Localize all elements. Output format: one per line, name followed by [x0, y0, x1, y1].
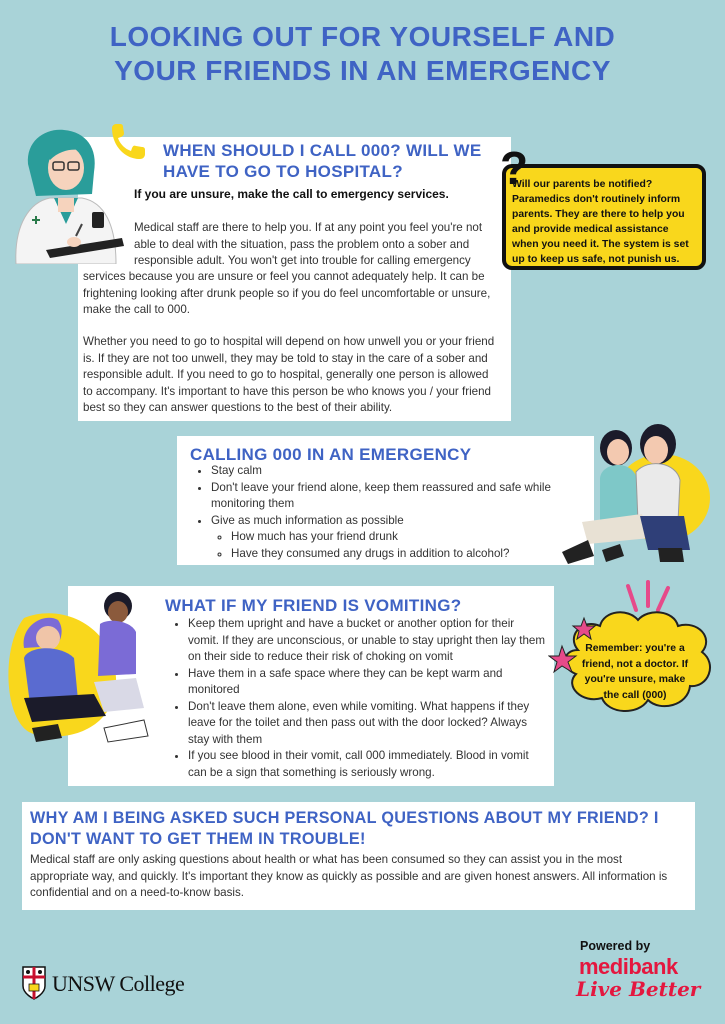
questions-heading-line1: WHY AM I BEING ASKED SUCH PERSONAL QUESTIONS ABOUT MY FRIEND? I	[30, 809, 659, 827]
svg-text:?: ?	[500, 142, 529, 192]
page-title-line2: YOUR FRIENDS IN AN EMERGENCY	[114, 55, 611, 86]
sub-list-item: ◦ Have they consumed any drugs in addition to alcohol?	[231, 546, 583, 563]
questions-line: confidential and on a need-to-know basis.	[30, 886, 244, 899]
calling-section-heading: CALLING 000 IN AN EMERGENCY	[190, 445, 472, 464]
parents-bubble-line: when you need it. The system is set	[512, 239, 689, 250]
remember-bubble-text	[570, 641, 700, 703]
questions-line: appropriate way, and quickly. It's important they know as quickly as possible and are given honest answers. All information is	[30, 869, 668, 883]
call-p2-line: to accompany. It's important to have this person be who knows you / your friend	[83, 384, 491, 398]
remember-line: you're unsure, make	[584, 674, 686, 685]
medibank-logo-text: medibank	[579, 954, 678, 979]
call-p2-line: best so they can answer questions to the best of their ability.	[83, 401, 393, 414]
powered-by-label: Powered by	[580, 939, 651, 953]
unsw-crest-icon	[22, 966, 46, 1000]
list-item: • Don't leave your friend alone, keep them reassured and safe while monitoring them	[211, 480, 583, 513]
parents-bubble-line: parents. They are there to help you	[512, 209, 685, 220]
list-item: • Keep them upright and have a bucket or another option for their vomit. If they are unconscious, or unable to stay upright then lay them on their side to reduce their risk of choking on vomit	[188, 616, 548, 666]
remember-line: friend, not a doctor. If	[581, 658, 689, 670]
call-p2-line: responsible adult. If you need to go to hospital, generally one person is allowed	[83, 368, 489, 381]
call-bold-line: If you are unsure, make the call to emergency services.	[134, 187, 449, 201]
remember-line: the call (000)	[603, 689, 667, 701]
unsw-college-logo-text: UNSW College	[52, 971, 185, 996]
friends-vomiting-illustration	[4, 588, 154, 748]
parents-bubble-text	[512, 177, 689, 267]
call-p1-line: services because you are unsure or feel you cannot adequately help. It can be	[83, 270, 485, 283]
parents-bubble-line: and provide medical assistance	[512, 224, 669, 235]
call-p2-line: is. If they are not too unwell, they may be told to stay in the care of a sober and	[83, 351, 488, 365]
list-item: • Stay calm	[211, 463, 583, 480]
call-paragraph-1-cont	[83, 269, 490, 319]
doctor-illustration	[6, 124, 126, 264]
call-paragraph-1	[134, 220, 482, 270]
list-item: • Have them in a safe space where they can be kept warm and monitored	[188, 666, 548, 699]
questions-heading-line2: DON'T WANT TO GET THEM IN TROUBLE!	[30, 830, 366, 848]
list-item: • Don't leave them alone, even while vomiting. What happens if they leave for the toilet and then pass out with the door locked? Always stay with them	[188, 699, 548, 749]
questions-section-heading	[30, 808, 659, 850]
list-item: • If you see blood in their vomit, call 000 immediately. Blood in vomit can be a sign that something is seriously wrong.	[188, 748, 548, 781]
parents-bubble-line: up to keep us safe, not punish us.	[512, 254, 680, 265]
call-p1-line: frightening looking after drunk people so if you do feel uncomfortable or unsure,	[83, 286, 491, 300]
vomit-section-heading: WHAT IF MY FRIEND IS VOMITING?	[165, 596, 462, 615]
call-p1-line: responsible adult. You won't get into trouble for calling emergency	[134, 254, 471, 267]
vomit-list	[170, 616, 548, 781]
list-item	[211, 513, 583, 563]
call-p2-line: Whether you need to go to hospital will depend on how unwell you or your friend	[83, 335, 495, 348]
questions-paragraph	[30, 852, 667, 902]
page-title-line1: LOOKING OUT FOR YOURSELF AND	[109, 21, 616, 52]
parents-bubble-line: Paramedics don't routinely inform	[512, 194, 681, 205]
call-p1-line: Medical staff are there to help you. If at any point you feel you're not	[134, 221, 483, 234]
call-section-heading	[163, 140, 481, 182]
page-title	[0, 20, 725, 88]
call-paragraph-2	[83, 334, 494, 417]
call-p1-line: make the call to 000.	[83, 303, 190, 316]
remember-line: Remember: you're a	[585, 643, 685, 654]
questions-line: Medical staff are only asking questions about health or what has been consumed so they can assist you in the most	[30, 853, 623, 866]
live-better-logo-text: Live Better	[576, 977, 701, 1001]
call-heading-line1: WHEN SHOULD I CALL 000? WILL WE	[163, 141, 482, 160]
call-p1-line: able to deal with the situation, pass the problem onto a sober and	[134, 237, 470, 251]
parents-bubble-line: Will our parents be notified?	[512, 179, 653, 190]
call-heading-line2: HAVE TO GO TO HOSPITAL?	[163, 162, 403, 181]
calling-list	[193, 463, 583, 562]
list-item-label: Give as much information as possible	[211, 513, 404, 527]
sub-list-item: ◦ How much has your friend drunk	[231, 529, 583, 546]
friends-hugging-illustration	[552, 418, 712, 568]
